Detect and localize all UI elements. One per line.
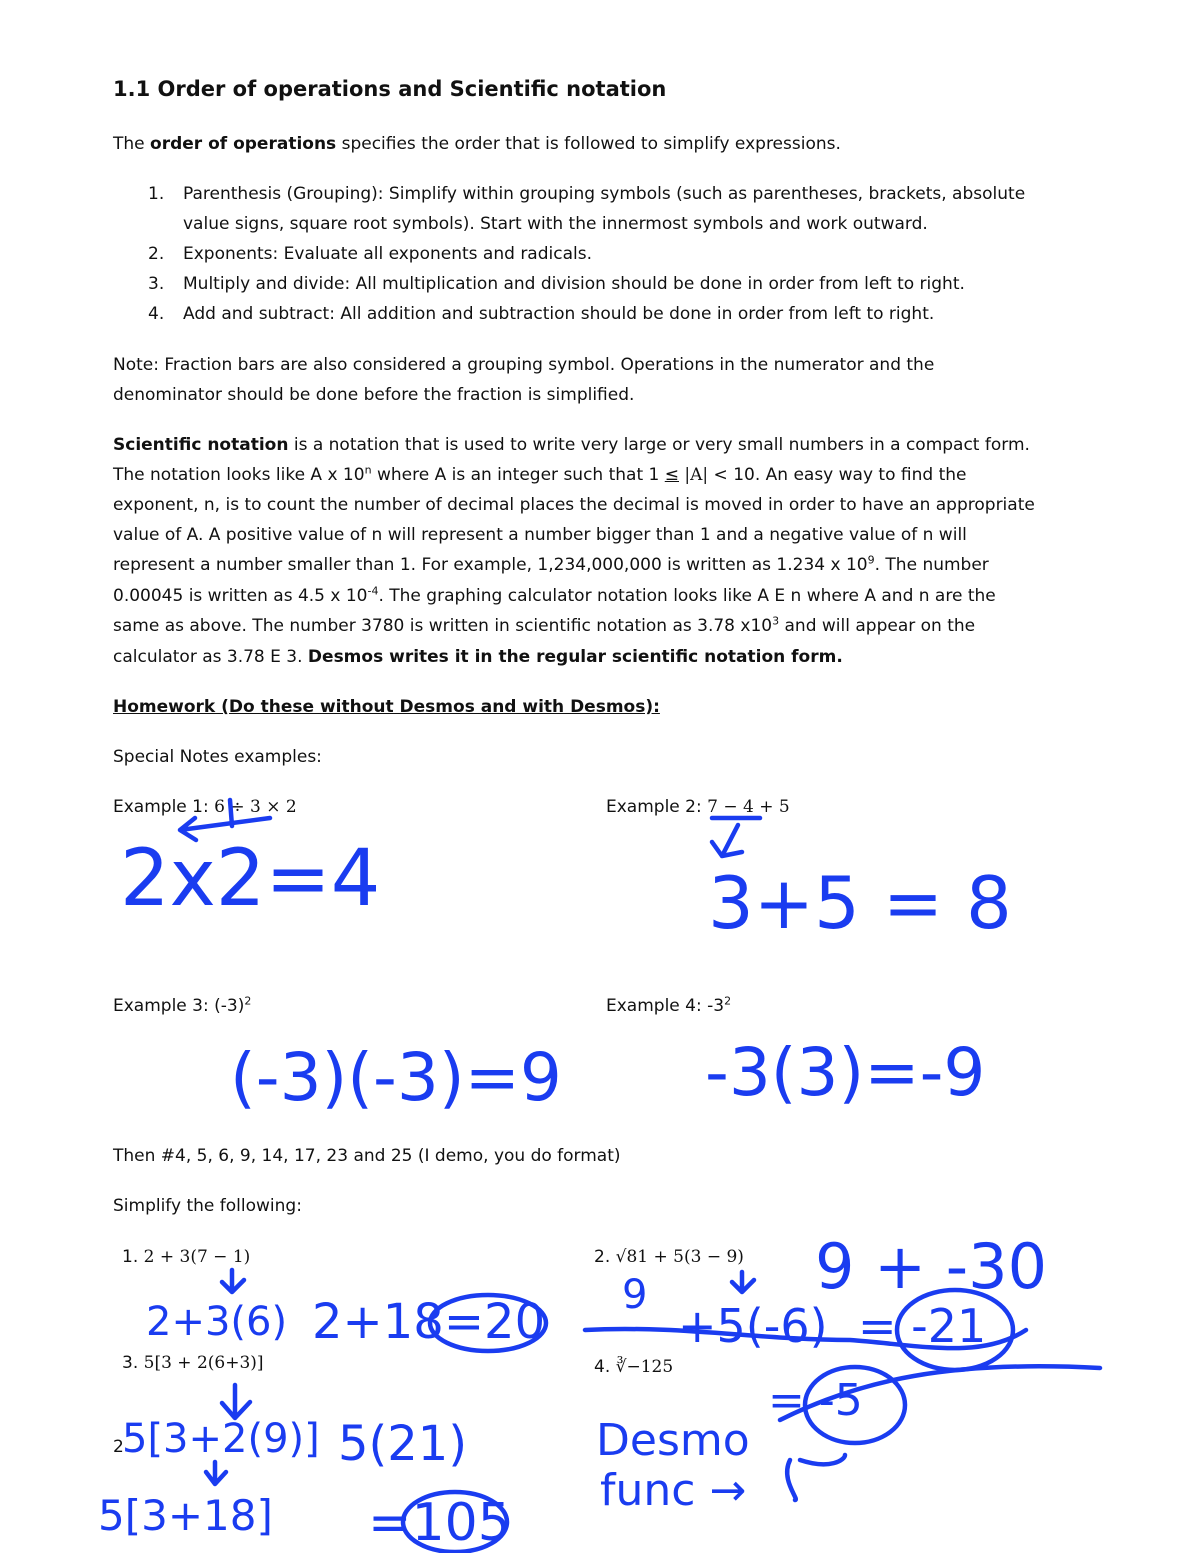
assignment-line: Then #4, 5, 6, 9, 14, 17, 23 and 25 (I demo, you do format) <box>113 1146 621 1166</box>
handwritten-arrow <box>206 1462 226 1484</box>
handwritten-work: 2+3(6) <box>146 1299 288 1345</box>
sci-text: < 10. An easy way to find the <box>713 465 967 485</box>
handwritten-work: 5[3+2(9)] <box>122 1416 320 1462</box>
example-label: Example 2: <box>606 797 708 817</box>
handwritten-work: +5(-6) <box>678 1299 828 1353</box>
problem-expression: 2 + 3(7 − 1) <box>143 1247 251 1267</box>
sci-text: represent a number smaller than 1. For example, 1,234,000,000 is written as 1.234 x 10 <box>113 555 868 575</box>
superscript: 2 <box>244 994 252 1008</box>
sci-line <box>113 464 966 486</box>
sci-line <box>113 646 843 668</box>
handwritten-work: 5[3+18] <box>98 1491 273 1540</box>
note-line: Note: Fraction bars are also considered a grouping symbol. Operations in the numerator and the <box>113 355 935 375</box>
problem-expression: 5[3 + 2(6+3)] <box>143 1353 264 1373</box>
handwritten-work: 2x2=4 <box>120 834 381 924</box>
problem-3 <box>122 1352 264 1374</box>
handwritten-arrow <box>732 1272 754 1292</box>
handwritten-arrow <box>180 818 270 840</box>
example-expression: (-3) <box>214 996 245 1016</box>
rule-text: Exponents: Evaluate all exponents and radicals. <box>183 244 592 264</box>
sci-text: . The graphing calculator notation looks like A E n where A and n are the <box>378 586 996 606</box>
handwritten-work: 2+18=20 <box>312 1294 546 1350</box>
example-label: Example 4: <box>606 996 708 1016</box>
sci-math: |A| <box>679 465 714 485</box>
rule-number: 4. <box>148 304 165 324</box>
rule-text-continued: value signs, square root symbols). Start with the innermost symbols and work outward. <box>183 214 928 234</box>
sci-line: exponent, n, is to count the number of decimal places the decimal is moved in order to have an appropriate <box>113 495 1035 515</box>
example-2 <box>606 796 790 818</box>
problem-2 <box>594 1246 744 1268</box>
example-1 <box>113 796 297 818</box>
handwritten-work: Desmo <box>596 1415 750 1466</box>
special-notes-label: Special Notes examples: <box>113 747 322 767</box>
handwritten-work: func → <box>600 1465 747 1516</box>
sci-text: . The number <box>874 555 989 575</box>
handwritten-arrow <box>222 1270 244 1292</box>
handwritten-work: 5(21) <box>338 1416 468 1472</box>
rule-number: 3. <box>148 274 165 294</box>
sci-text: 0.00045 is written as 4.5 x 10 <box>113 586 368 606</box>
handwritten-circle <box>403 1492 507 1552</box>
problem-number: 1. <box>122 1247 139 1267</box>
example-expression: 7 − 4 + 5 <box>707 797 790 817</box>
example-expression: 6 ÷ 3 × 2 <box>214 797 297 817</box>
handwritten-arrow <box>712 825 742 856</box>
problem-number: 4. <box>594 1357 611 1377</box>
stray-label: 2 <box>113 1437 124 1457</box>
sci-line <box>113 585 996 607</box>
handwritten-circle <box>430 1295 546 1351</box>
sci-text: The notation looks like A x 10 <box>113 465 365 485</box>
handwritten-squiggle <box>787 1455 845 1500</box>
rule-text: Multiply and divide: All multiplication and division should be done in order from left to right. <box>183 274 965 294</box>
sci-text: calculator as 3.78 E 3. <box>113 647 308 667</box>
problem-expression: √81 + 5(3 − 9) <box>615 1247 744 1267</box>
sci-text: is a notation that is used to write very large or very small numbers in a compact form. <box>288 435 1030 455</box>
superscript: n <box>364 463 372 477</box>
example-3 <box>113 995 251 1017</box>
rule-number: 1. <box>148 184 165 204</box>
problem-expression: ∛−125 <box>615 1357 674 1377</box>
sci-bold-text: Desmos writes it in the regular scientific notation form. <box>307 647 843 667</box>
example-4 <box>606 995 731 1017</box>
sci-text: same as above. The number 3780 is written in scientific notation as 3.78 x10 <box>113 616 773 636</box>
intro-bold-term: order of operations <box>150 134 337 154</box>
handwritten-work: 9 <box>622 1272 648 1318</box>
problem-1 <box>122 1246 250 1268</box>
handwritten-work: (-3)(-3)=9 <box>230 1039 562 1116</box>
sci-line: value of A. A positive value of n will represent a number bigger than 1 and a negative value of n will <box>113 525 967 545</box>
problem-number: 2. <box>594 1247 611 1267</box>
rule-text: Add and subtract: All addition and subtraction should be done in order from left to right. <box>183 304 935 324</box>
intro-paragraph <box>113 133 841 155</box>
handwritten-circle <box>897 1290 1013 1370</box>
superscript: -4 <box>367 584 379 598</box>
note-line: denominator should be done before the fraction is simplified. <box>113 385 635 405</box>
sci-text: and will appear on the <box>779 616 976 636</box>
example-label: Example 3: <box>113 996 215 1016</box>
handwritten-strikeline <box>585 1329 1026 1348</box>
handwritten-work: 9 + -30 <box>815 1230 1048 1303</box>
problem-number: 3. <box>122 1353 139 1373</box>
intro-post: specifies the order that is followed to simplify expressions. <box>336 134 841 154</box>
page-title: 1.1 Order of operations and Scientific notation <box>113 77 667 101</box>
example-label: Example 1: <box>113 797 215 817</box>
rule-text: Parenthesis (Grouping): Simplify within grouping symbols (such as parentheses, brackets, absolute <box>183 184 1026 204</box>
handwritten-work: = -21 <box>858 1299 987 1353</box>
homework-heading: Homework (Do these without Desmos and with Desmos): <box>113 697 660 717</box>
superscript: 9 <box>867 553 875 567</box>
simplify-label: Simplify the following: <box>113 1196 302 1216</box>
handwritten-work: 3+5 = 8 <box>708 861 1012 945</box>
example-expression: -3 <box>707 996 725 1016</box>
rule-number: 2. <box>148 244 165 264</box>
superscript: 2 <box>724 994 732 1008</box>
sci-term: Scientific notation <box>113 435 289 455</box>
handwritten-circle <box>805 1367 905 1443</box>
intro-pre: The <box>113 134 151 154</box>
problem-4 <box>594 1356 673 1378</box>
handwritten-work: = -5 <box>768 1375 863 1426</box>
superscript: 3 <box>772 614 780 628</box>
sci-line <box>113 434 1030 456</box>
handwritten-strikeline <box>780 1366 1100 1420</box>
sci-text: where A is an integer such that 1 <box>371 465 665 485</box>
handwritten-work: -3(3)=-9 <box>705 1034 986 1111</box>
sci-line <box>113 615 975 637</box>
handwritten-work: =105 <box>368 1493 511 1553</box>
handwritten-arrow <box>222 1385 250 1418</box>
sci-line <box>113 554 989 576</box>
sci-symbol: ≤ <box>664 465 679 485</box>
